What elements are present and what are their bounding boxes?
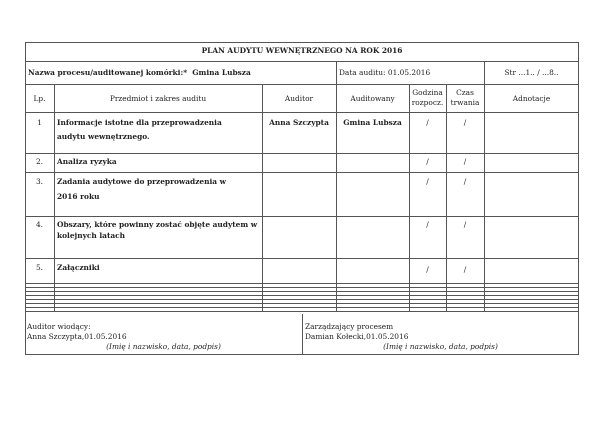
signature-name: Anna Szczypta,01.05.2016: [27, 332, 127, 341]
divider: [25, 61, 579, 62]
row-subject-line1: Załączniki: [57, 263, 100, 272]
empty-row-line: [25, 291, 579, 292]
form-border: [25, 42, 579, 355]
process-label: [28, 68, 251, 78]
empty-row-line: [25, 295, 579, 296]
col-lp: Lp.: [33, 94, 46, 103]
row-subject-line1: Obszary, które powinny zostać objęte audytem w: [57, 220, 258, 229]
col-duration: [446, 88, 484, 108]
divider: [25, 172, 579, 173]
empty-row-line: [25, 287, 579, 288]
row-start: /: [426, 265, 429, 274]
row-duration: /: [463, 220, 467, 229]
row-auditor: Anna Szczypta: [269, 118, 329, 127]
row-duration: /: [463, 177, 467, 186]
divider: [25, 216, 579, 217]
row-start: /: [426, 157, 429, 166]
audit-date: Data auditu: 01.05.2016: [339, 68, 431, 77]
row-start: /: [426, 177, 429, 186]
row-audited: Gmina Lubsza: [343, 118, 402, 127]
col-notes: Adnotacje: [512, 94, 551, 103]
col-subject: Przedmiot i zakres auditu: [109, 94, 207, 103]
row-subject-line2: audytu wewnętrznego.: [57, 132, 150, 141]
row-start: /: [426, 118, 429, 127]
col-duration-line1: Czas: [456, 88, 474, 97]
form-title: PLAN AUDYTU WEWNĘTRZNEGO NA ROK 2016: [201, 46, 403, 55]
row-start: /: [426, 220, 429, 229]
col-audited: Auditowany: [350, 94, 395, 103]
divider: [484, 84, 485, 311]
signature-name: Damian Kołecki,01.05.2016: [305, 332, 409, 341]
empty-row-line: [25, 303, 579, 304]
signature-hint: (Imię i nazwisko, data, podpis): [383, 342, 498, 351]
row-lp: 4.: [35, 220, 44, 229]
page-number: Str ...1.. / ...8..: [504, 68, 559, 77]
col-start-hour-line2: rozpocz.: [411, 98, 444, 107]
col-start-hour-line1: Godzina: [412, 88, 443, 97]
row-duration: /: [463, 265, 467, 274]
row-lp: 5.: [35, 263, 44, 272]
row-lp: 2.: [35, 157, 44, 166]
row-subject-line1: Informacje istotne dla przeprowadzenia: [57, 118, 222, 127]
divider: [25, 153, 579, 154]
col-start-hour: [409, 88, 446, 108]
row-subject-line2: 2016 roku: [57, 192, 100, 201]
divider: [25, 258, 579, 259]
col-duration-line2: trwania: [450, 98, 480, 107]
row-duration: /: [463, 157, 467, 166]
divider: [25, 311, 579, 312]
divider: [25, 112, 579, 113]
col-auditor: Auditor: [284, 94, 314, 103]
signature-role: Zarządzający procesem: [305, 322, 394, 331]
row-lp: 3.: [35, 177, 44, 186]
empty-row-line: [25, 307, 579, 308]
empty-row-line: [25, 299, 579, 300]
row-lp: 1: [37, 118, 42, 127]
divider: [25, 283, 579, 284]
row-subject-line1: Zadania audytowe do przeprowadzenia w: [57, 177, 227, 186]
process-label-text: Nazwa procesu/auditowanej komórki:*: [28, 68, 188, 77]
signature-role: Auditor wiodący:: [27, 322, 91, 331]
divider: [25, 84, 579, 85]
row-subject-line2: kolejnych latach: [57, 231, 126, 240]
row-subject-line1: Analiza ryzyka: [57, 157, 117, 166]
row-duration: /: [463, 118, 467, 127]
process-value: Gmina Lubsza: [192, 68, 251, 77]
divider: [54, 84, 55, 311]
signature-hint: (Imię i nazwisko, data, podpis): [106, 342, 221, 351]
divider: [336, 61, 337, 84]
